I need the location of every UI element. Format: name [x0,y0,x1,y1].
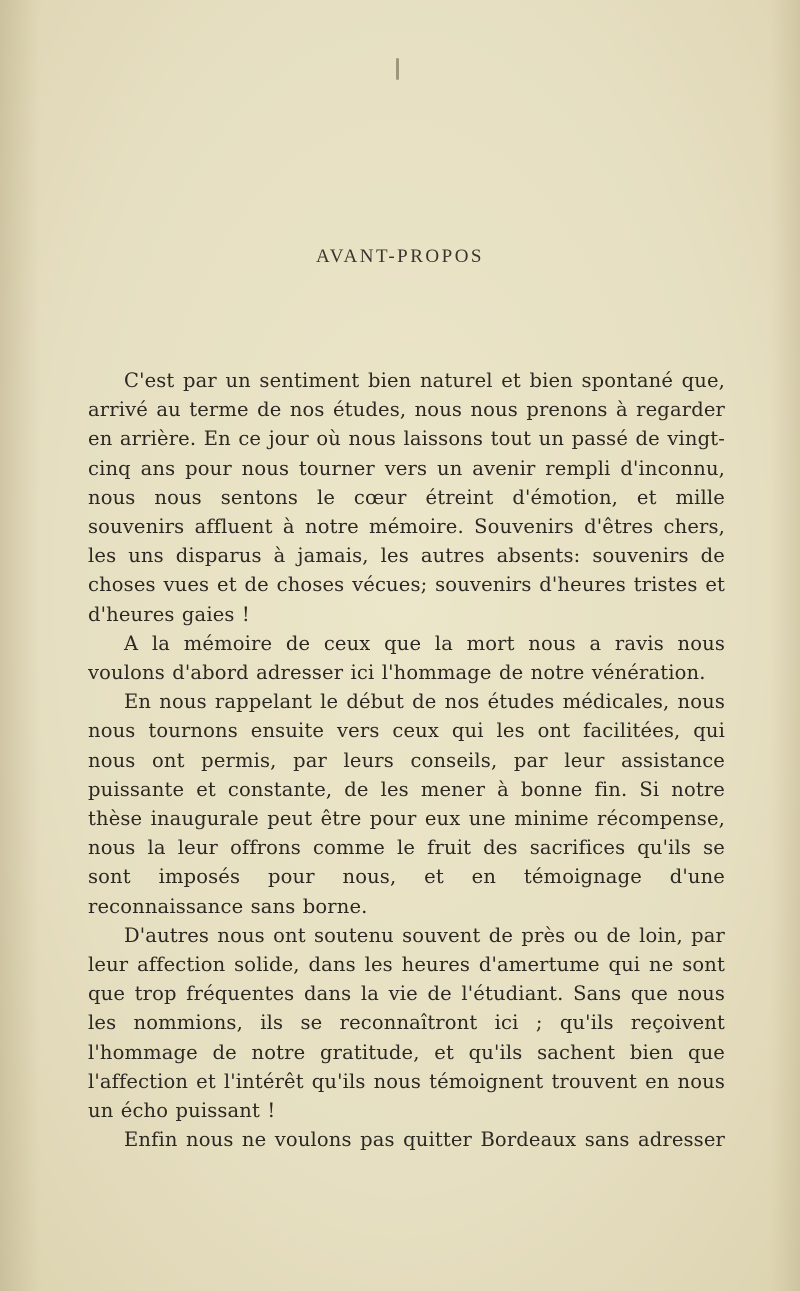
page-edge-shading-right [770,0,800,1291]
paragraph: A la mémoire de ceux que la mort nous a ravis nous voulons d'abord adresser ici l'hommage de notre vénération. [88,631,725,685]
ink-mark [396,58,399,80]
paragraph: En nous rappelant le début de nos études médicales, nous nous tournons ensuite vers ceux qui les ont facilitées, qui nous ont permis, par leurs conseils, par leur assistance puissante et constante, de les mener à bonne fin. Si notre thèse inaugurale peut être pour eux une minime récompense, nous la leur offrons comme le fruit des sacrifices qu'ils se sont imposés pour nous, et en témoignage d'une reconnaissance sans borne. [88,690,725,918]
body-text [88,366,725,1154]
page-title: AVANT-PROPOS [316,246,484,267]
paragraph: Enfin nous ne voulons pas quitter Bordeaux sans adresser [124,1128,725,1152]
paragraph: D'autres nous ont soutenu souvent de près ou de loin, par leur affection solide, dans les heures d'amertume qui ne sont que trop fréquentes dans la vie de l'étudiant. Sans que nous les nommions, ils se reconnaîtront ici ; qu'ils reçoivent l'hommage de notre gratitude, et qu'ils sachent bien que l'affection et l'intérêt qu'ils nous témoignent trouvent en nous un écho puissant ! [88,923,725,1123]
page-edge-shading-left [0,0,40,1291]
paragraph: C'est par un sentiment bien naturel et bien spontané que, arrivé au terme de nos études, nous nous prenons à regarder en arrière. En ce jour où nous laissons tout un passé de vingt-cinq ans pour nous tourner vers un avenir rempli d'inconnu, nous nous sentons le cœur étreint d'émotion, et mille souvenirs affluent à notre mémoire. Souvenirs d'êtres chers, les uns disparus à jamais, les autres absents: souvenirs de choses vues et de choses vécues; souvenirs d'heures tristes et d'heures gaies ! [88,369,725,626]
